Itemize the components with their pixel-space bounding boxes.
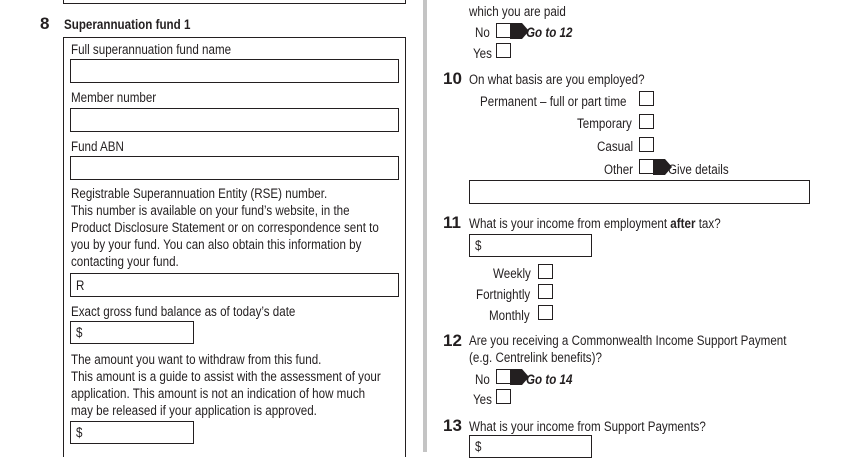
withdraw-line: The amount you want to withdraw from this fund. [71,352,322,367]
question-10-number: 10 [443,69,462,88]
q11-text-emphasis: after [670,216,696,231]
temporary-checkbox[interactable] [639,114,654,129]
question-10-text: On what basis are you employed? [469,72,645,87]
permanent-label: Permanent – full or part time [480,94,627,109]
employment-income-input[interactable] [469,234,592,257]
monthly-checkbox[interactable] [538,305,553,320]
question-8-title: Superannuation fund 1 [64,17,191,32]
casual-checkbox[interactable] [639,137,654,152]
balance-currency: $ [76,325,83,340]
support-income-input[interactable] [469,435,592,458]
fortnightly-checkbox[interactable] [538,284,553,299]
other-label: Other [604,162,634,177]
question-8-number: 8 [40,14,50,33]
question-12-line1: Are you receiving a Commonwealth Income Support Payment [469,333,787,348]
q12-no-label: No [475,372,490,387]
rse-line: Product Disclosure Statement or on correspondence sent to [71,220,379,235]
q12-no-checkbox[interactable] [496,369,511,384]
support-income-currency: $ [475,439,482,454]
q9-yes-checkbox[interactable] [496,43,511,58]
paid-text: which you are paid [469,4,566,19]
q12-yes-checkbox[interactable] [496,389,511,404]
q11-text-end: tax? [695,216,721,231]
permanent-checkbox[interactable] [639,91,654,106]
casual-label: Casual [597,139,634,154]
rse-number-input[interactable] [70,273,399,297]
q9-yes-label: Yes [473,46,492,61]
rse-line: contacting your fund. [71,254,179,269]
rse-description [71,185,429,270]
weekly-checkbox[interactable] [538,264,553,279]
fund-name-label: Full superannuation fund name [71,42,232,57]
fund-abn-label: Fund ABN [71,139,124,154]
withdraw-currency: $ [76,425,83,440]
rse-line: Registrable Superannuation Entity (RSE) number. [71,186,328,201]
balance-input[interactable] [70,321,194,344]
fund-name-input[interactable] [70,59,399,83]
weekly-label: Weekly [493,266,531,281]
withdraw-description [71,351,431,419]
withdraw-amount-input[interactable] [70,421,194,444]
q9-goto-12: Go to 12 [526,25,573,40]
temporary-label: Temporary [577,116,632,131]
withdraw-line: This amount is a guide to assist with the assessment of your [71,369,381,384]
rse-line: This number is available on your fund’s website, in the [71,203,350,218]
question-12-line2: (e.g. Centrelink benefits)? [469,350,602,365]
question-11-text [469,215,721,232]
balance-label: Exact gross fund balance as of today’s date [71,304,296,319]
q9-no-label: No [475,25,490,40]
other-details-input[interactable] [469,180,810,204]
fund-abn-input[interactable] [70,156,399,180]
withdraw-line: application. This amount is not an indication of how much [71,386,366,401]
rse-prefix: R [76,278,85,293]
give-details-label: Give details [668,162,729,177]
withdraw-line: may be released if your application is approved. [71,403,317,418]
q11-text-start: What is your income from employment [469,216,671,231]
q12-goto-14: Go to 14 [526,372,573,387]
employment-income-currency: $ [475,238,482,253]
rse-line: you by your fund. You can also obtain this information by [71,237,362,252]
member-number-label: Member number [71,90,157,105]
monthly-label: Monthly [489,308,530,323]
other-checkbox[interactable] [639,159,654,174]
q12-yes-label: Yes [473,392,492,407]
question-13-text: What is your income from Support Payments? [469,419,706,434]
previous-section-edge [63,0,406,4]
question-11-number: 11 [443,213,461,232]
fortnightly-label: Fortnightly [476,287,531,302]
question-13-number: 13 [443,416,462,435]
member-number-input[interactable] [70,108,399,132]
question-12-number: 12 [443,331,462,350]
q9-no-checkbox[interactable] [496,23,511,38]
